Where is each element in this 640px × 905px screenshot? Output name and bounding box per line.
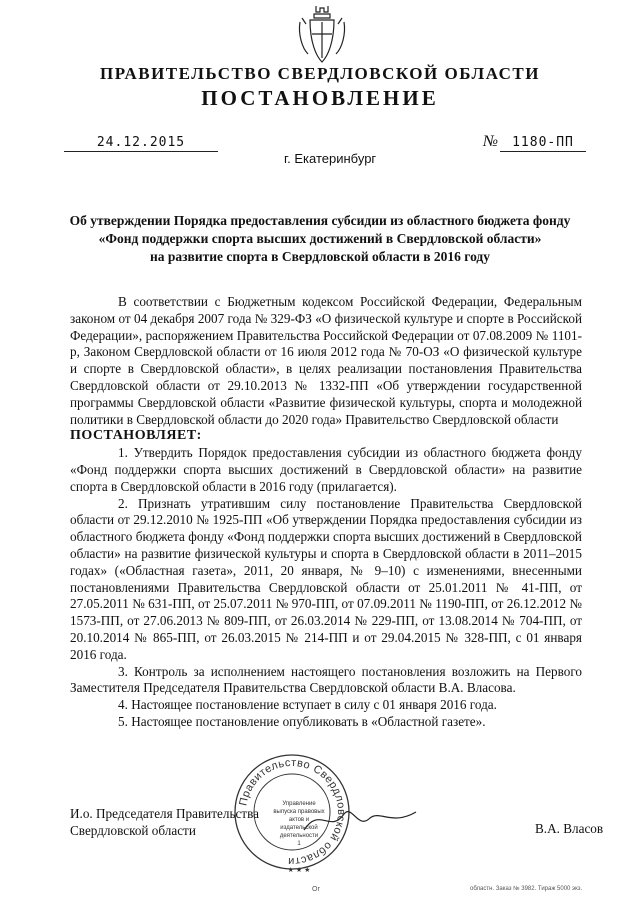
document-number: 1180-ПП	[500, 135, 586, 152]
item-2: 2. Признать утратившим силу постановление Правительства Свердловской области от 29.12.2010 № 1925-ПП «Об утверждении Порядка предоставления субсидии из областного бюджета фонду «Фонд поддержки спорта высших достижений в Свердловской области» на развитие физической культуры и спорта в Свердловской области в 2011–2015 годах» («Областная газета», 2011, 20 января, № 9–10) с изменениями, внесенными постановлениями Правительства Свердловской области от 25.01.2011 № 41-ПП, от 27.05.2011 № 631-ПП, от 25.07.2011 № 970-ПП, от 07.09.2011 № 1190-ПП, от 26.12.2012 № 1573-ПП, от 27.06.2013 № 809-ПП, от 26.03.2014 № 229-ПП, от 13.08.2014 № 704-ПП, от 20.10.2014 № 865-ПП, от 26.03.2015 № 214-ПП и от 29.04.2015 № 328-ПП, с 01 января 2016 года.	[70, 495, 582, 662]
stamp-stars: ★★★	[287, 866, 313, 874]
document-body	[70, 294, 582, 731]
title-line: «Фонд поддержки спорта высших достижений в Свердловской области»	[98, 231, 542, 246]
document-title	[60, 212, 580, 266]
position-line: И.о. Председателя Правительства	[70, 806, 259, 821]
government-name: ПРАВИТЕЛЬСТВО СВЕРДЛОВСКОЙ ОБЛАСТИ	[100, 64, 540, 83]
stamp-line: деятельности	[279, 833, 319, 839]
number-label: №	[483, 133, 499, 150]
footer-print-info: областн. Заказ № 3982. Тираж 5000 экз.	[470, 886, 583, 892]
stamp-ring-text: Правительство Свердловской области	[237, 756, 348, 868]
handwritten-signature	[300, 800, 420, 840]
title-line: на развитие спорта в Свердловской области в 2016 году	[149, 249, 491, 264]
signatory-position	[70, 805, 259, 839]
document-date: 24.12.2015	[64, 135, 218, 152]
footer-left: Ог	[312, 886, 320, 893]
position-line: Свердловской области	[70, 823, 196, 838]
item-4: 4. Настоящее постановление вступает в силу с 01 января 2016 года.	[118, 697, 497, 713]
stamp-line: 1	[297, 841, 301, 847]
item-5: 5. Настоящее постановление опубликовать в «Областной газете».	[118, 713, 486, 729]
item-3: 3. Контроль за исполнением настоящего постановления возложить на Первого Заместителя Председателя Правительства Свердловской области В.А. Власова.	[70, 663, 582, 696]
resolves-heading: ПОСТАНОВЛЯЕТ:	[70, 428, 202, 444]
document-type: ПОСТАНОВЛЕНИЕ	[201, 86, 439, 110]
signatory-name: В.А. Власов	[535, 821, 604, 836]
coat-of-arms-icon	[296, 4, 348, 66]
stamp-line: выпуска правовых	[273, 809, 325, 815]
title-line: Об утверждении Порядка предоставления субсидии из областного бюджета фонду	[69, 213, 571, 228]
preamble: В соответствии с Бюджетным кодексом Российской Федерации, Федеральным законом от 04 декабря 2007 года № 329-ФЗ «О физической культуре и спорте в Российской Федерации», распоряжением Правительства Российской Федерации от 07.08.2009 № 1101-р, Законом Свердловской области от 16 июля 2012 года № 70-ОЗ «О физической культуре и спорте в Свердловской области», в целях реализации постановления Правительства Свердловской области от 29.10.2013 № 1332-ПП «Об утверждении государственной программы Свердловской области «Развитие физической культуры, спорта и молодежной политики в Свердловской области до 2020 года» Правительство Свердловской области	[70, 294, 582, 427]
stamp-line: Управление	[282, 801, 316, 807]
city: г. Екатеринбург	[284, 151, 377, 166]
stamp-line: актов и издательской	[280, 817, 318, 831]
item-1: 1. Утвердить Порядок предоставления субсидии из областного бюджета фонду «Фонд поддержки спорта высших достижений в Свердловской области» на развитие спорта в Свердловской области в 2016 году (прилагается).	[70, 445, 582, 494]
